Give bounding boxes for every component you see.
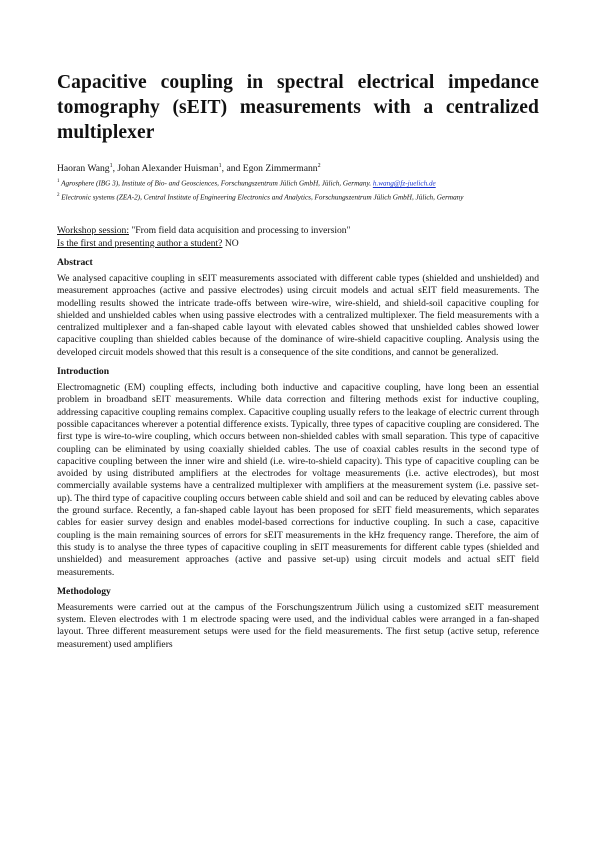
student-question-line xyxy=(57,237,539,250)
workshop-session-line xyxy=(57,224,539,237)
author-affiliation-mark: 2 xyxy=(317,163,321,169)
author-name: Johan Alexander Huisman xyxy=(117,163,219,175)
affiliation-1 xyxy=(57,177,539,188)
section-heading: Methodology xyxy=(57,585,111,597)
paper-page xyxy=(57,70,539,656)
workshop-session-label: Workshop session: xyxy=(57,224,129,236)
workshop-info xyxy=(57,224,539,250)
author-email-link[interactable]: h.wang@fz-juelich.de xyxy=(372,179,436,188)
workshop-session-value: "From field data acquisition and processing to inversion" xyxy=(128,224,351,236)
section-heading: Introduction xyxy=(57,366,110,378)
affiliation-mark: 2 xyxy=(57,192,60,198)
section-heading: Abstract xyxy=(57,256,93,268)
student-question-label: Is the first and presenting author a student? xyxy=(57,237,223,249)
paragraph: Electromagnetic (EM) coupling effects, including both inductive and capacitive coupling, have long been an essential problem in broadband sEIT measurements. While data correction and filtering methods exist for inductive coupling, addressing capacitive coupling remains complex. Capacitive coupling usually refers to the leakage of electric current through possible capacitances wherever a potential difference exists. Typically, three types of capacitive coupling are considered. The first type is wire-to-wire coupling, which occurs between non-shielded cables with small separation. This type of capacitive coupling can be eliminated by using coaxially shielded cables. The use of coaxial cables results in the second type of capacitive coupling between the inner wire and shield (i.e. wire-to-shield capacity). This type of capacitive coupling can be avoided by using distributed amplifiers at the electrodes for voltage measurements (i.e. active electrodes), but most commercially available systems have a centralized multiplexer with amplifiers at the measurement system (i.e. passive set-up). The third type of capacitive coupling occurs between cable shield and soil and can be reduced by elevating cables above the ground surface. Recently, a fan-shaped cable layout has been proposed for sEIT field measurements, which separates cables for easier survey design and enables model-based corrections for inductive coupling. In such a case, capacitive coupling is the main remaining sources of errors for sEIT measurements in the kHz frequency range. Therefore, the aim of this study is to analyse the three types of capacitive coupling in sEIT measurements for different cable types (shielded and unshielded) and measurement approaches (active and passive set-up) using circuit models and actual sEIT field measurements. xyxy=(57,382,539,578)
paper-title: Capacitive coupling in spectral electrical impedance tomography (sEIT) measurements with a centralized multiplexer xyxy=(57,72,539,143)
author-affiliation-mark: 1 xyxy=(218,163,222,169)
affiliation-text: Electronic systems (ZEA-2), Central Institute of Engineering Electronics and Analytics, Forschungszentrum Jülich GmbH, Jülich, Germany xyxy=(61,192,464,201)
section-introduction xyxy=(57,365,539,579)
author-list: Haoran Wang$^1$, Johan Alexander Huisman$^1$, and Egon Zimmermann$^2$ xyxy=(57,163,321,175)
section-methodology xyxy=(57,585,539,651)
section-abstract xyxy=(57,256,539,359)
author-name: Haoran Wang xyxy=(57,163,110,175)
affiliation-2 xyxy=(57,191,539,202)
student-question-answer: NO xyxy=(222,237,239,249)
author-name: and Egon Zimmermann xyxy=(226,163,318,175)
affiliation-mark: 1 xyxy=(57,179,60,185)
author-affiliation-mark: 1 xyxy=(109,163,113,169)
affiliation-text: Agrosphere (IBG 3), Institute of Bio- and Geosciences, Forschungszentrum Jülich GmbH, Jülich, Germany. xyxy=(61,179,373,188)
paragraph: We analysed capacitive coupling in sEIT measurements associated with different cable types (shielded and unshielded) and measurement approaches (active and passive electrodes) using circuit models and actual sEIT field measurements. The modelling results showed the intricate trade-offs between wire-wire, wire-shield, and shield-soil capacitive coupling for shielded and unshielded cables when using passive electrodes with a centralized multiplexer. The field measurements with a centralized multiplexer and a fan-shaped cable layout with elevated cables showed that unshielded cables showed lower capacitive coupling than shielded cables because of the dominance of wire-shield capacitive coupling. Analysis using the developed circuit models showed that this result is a consequence of the site conditions, and cannot be generalized. xyxy=(57,272,539,358)
paragraph: Measurements were carried out at the campus of the Forschungszentrum Jülich using a customized sEIT measurement system. Eleven electrodes with 1 m electrode spacing were used, and the individual cables were arranged in a fan-shaped layout. Three different measurement setups were used for the field measurements. The first setup (active setup, reference measurement) used amplifiers xyxy=(57,601,539,650)
